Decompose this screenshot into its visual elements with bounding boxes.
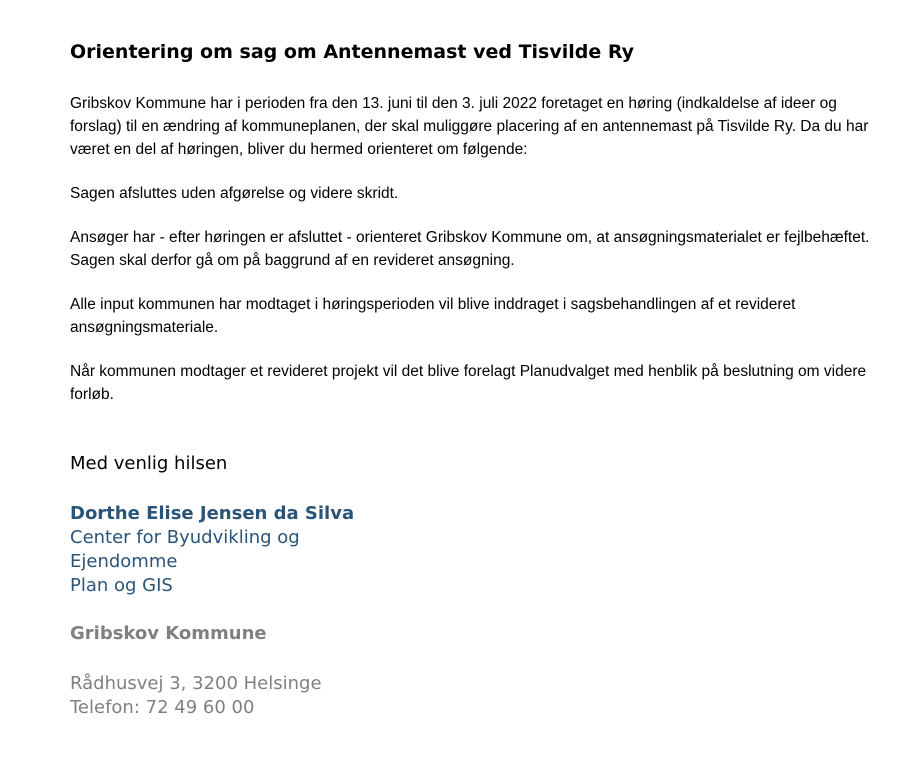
- signoff: Med venlig hilsen: [70, 453, 228, 474]
- paragraph-applicant-notice: Ansøger har - efter høringen er afsluttet - orienteret Gribskov Kommune om, at ansøgningsmaterialet er fejlbehæftet. Sagen skal derfor gå om på baggrund af en revideret ansøgning.: [70, 229, 870, 269]
- signature-department-line2: Ejendomme: [70, 551, 178, 572]
- organization-name: Gribskov Kommune: [70, 623, 267, 644]
- signature-name: Dorthe Elise Jensen da Silva: [70, 503, 355, 524]
- signature-department-line1: Center for Byudvikling og: [70, 527, 300, 548]
- signature-unit: Plan og GIS: [70, 575, 173, 596]
- organization-address: Rådhusvej 3, 3200 Helsinge: [70, 673, 322, 694]
- organization-phone: Telefon: 72 49 60 00: [70, 697, 255, 718]
- letter: [70, 38, 870, 720]
- paragraph-inputs: Alle input kommunen har modtaget i høringsperioden vil blive inddraget i sagsbehandlingen af et revideret ansøgningsmateriale.: [70, 296, 796, 336]
- paragraph-case-closed: Sagen afsluttes uden afgørelse og videre skridt.: [70, 185, 399, 202]
- paragraph-intro: Gribskov Kommune har i perioden fra den 13. juni til den 3. juli 2022 foretaget en høring (indkaldelse af ideer og forslag) til en ændring af kommuneplanen, der skal muliggøre placering af en antennemast på Tisvilde Ry. Da du har været en del af høringen, bliver du hermed orienteret om følgende:: [70, 95, 869, 158]
- paragraph-next-steps: Når kommunen modtager et revideret projekt vil det blive forelagt Planudvalget med henblik på beslutning om videre forløb.: [70, 363, 867, 403]
- letter-title: Orientering om sag om Antennemast ved Tisvilde Ry: [70, 41, 635, 63]
